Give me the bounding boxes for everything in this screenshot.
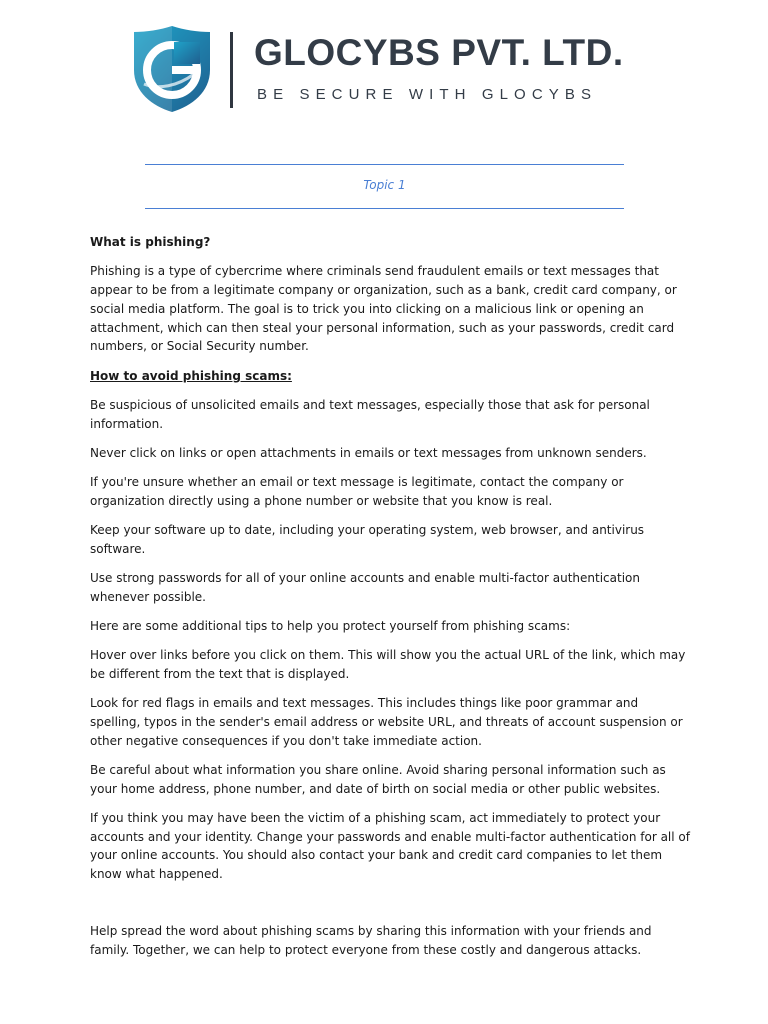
tip-paragraph: Use strong passwords for all of your online accounts and enable multi-factor authentication whenever possible. [90, 570, 640, 604]
closing-paragraph: Help spread the word about phishing scams by sharing this information with your friends and family. Together, we can help to protect everyone from these costly and dangerous attacks. [90, 924, 652, 958]
tip-paragraph: Look for red flags in emails and text messages. This includes things like poor grammar and spelling, typos in the sender's email address or website URL, and threats of account suspension or other negative consequences if you don't take immediate action. [90, 696, 683, 748]
topic-bottom-rule [145, 208, 624, 209]
document-header [130, 22, 650, 114]
paragraph-spacer [90, 894, 690, 922]
topic-top-rule [145, 164, 624, 165]
header-divider [230, 32, 233, 108]
tip-paragraph: Here are some additional tips to help you protect yourself from phishing scams: [90, 618, 571, 633]
tip-paragraph: Hover over links before you click on them. This will show you the actual URL of the link, which may be different from the text that is displayed. [90, 648, 686, 681]
tip-paragraph: Be suspicious of unsolicited emails and text messages, especially those that ask for personal information. [90, 397, 650, 431]
tip-paragraph: If you're unsure whether an email or text message is legitimate, contact the company or organization directly using a phone number or website that you know is real. [90, 474, 624, 508]
section-heading: What is phishing? [90, 235, 211, 249]
company-tagline: BE SECURE WITH GLOCYBS [257, 86, 598, 103]
tip-paragraph: Never click on links or open attachments in emails or text messages from unknown senders. [90, 445, 647, 460]
tip-paragraph: Be careful about what information you share online. Avoid sharing personal information such as your home address, phone number, and date of birth on social media or other public websites. [90, 762, 666, 796]
shield-logo-icon [130, 24, 214, 114]
intro-paragraph: Phishing is a type of cybercrime where criminals send fraudulent emails or text messages that appear to be from a legitimate company or organization, such as a bank, credit card company, or social media platform. The goal is to trick you into clicking on a malicious link or opening an attachment, which can then steal your personal information, such as your passwords, credit card numbers, or Social Security number. [90, 264, 677, 354]
tip-paragraph: If you think you may have been the victim of a phishing scam, act immediately to protect your accounts and your identity. Change your passwords and enable multi-factor authentication for all of your online accounts. You should also contact your bank and credit card companies to let them know what happened. [90, 810, 690, 882]
tip-paragraph: Keep your software up to date, including your operating system, web browser, and antivirus software. [90, 522, 645, 556]
document-body [90, 233, 690, 970]
section-subheading: How to avoid phishing scams: [90, 368, 292, 383]
topic-title: Topic 1 [363, 178, 406, 192]
company-name: GLOCYBS PVT. LTD. [254, 32, 624, 73]
